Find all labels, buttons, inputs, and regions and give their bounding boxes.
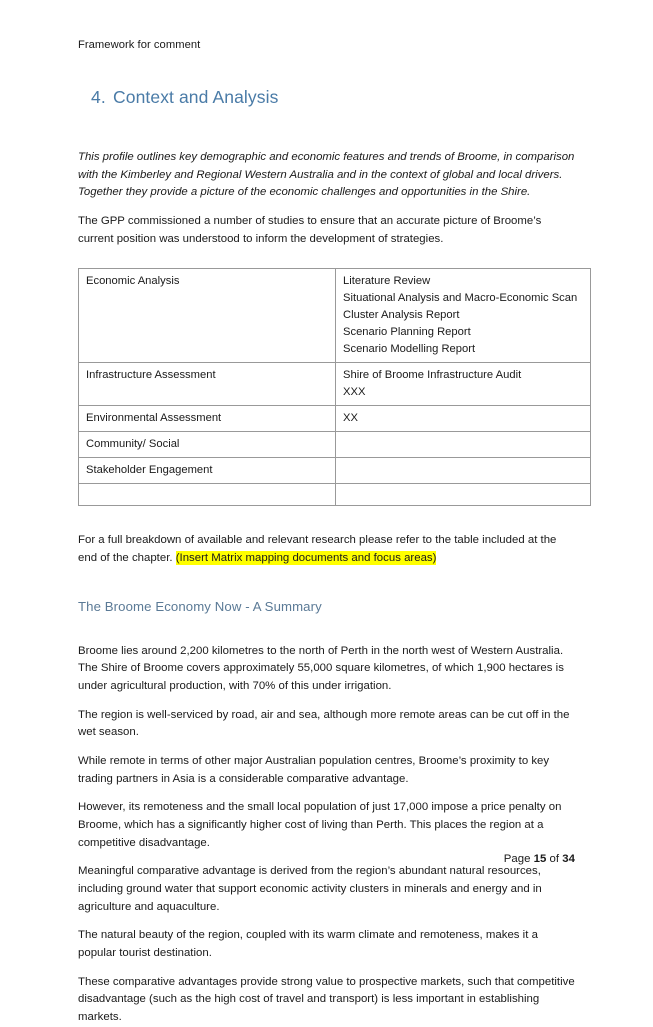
highlighted-note: (Insert Matrix mapping documents and focus areas)	[175, 552, 437, 565]
page-title	[78, 53, 575, 109]
spacer	[78, 616, 575, 643]
section-number: 4.	[91, 87, 106, 108]
running-header: Framework for comment	[78, 39, 201, 51]
table-cell-category: Infrastructure Assessment	[79, 363, 336, 406]
table-cell-documents	[336, 432, 591, 458]
summary-paragraph: While remote in terms of other major Australian population centres, Broome’s proximity to key trading partners in Asia is a considerable comparative advantage.	[78, 754, 550, 785]
spacer	[78, 696, 575, 707]
summary-paragraph: The region is well-serviced by road, air and sea, although more remote areas can be cut off in the wet season.	[78, 708, 570, 739]
document-item: XX	[343, 412, 358, 425]
document-item: Situational Analysis and Macro-Economic Scan	[343, 292, 578, 305]
document-item: Cluster Analysis Report	[343, 309, 460, 322]
table-cell-documents	[336, 269, 591, 363]
table-row	[79, 406, 591, 432]
spacer	[78, 506, 575, 532]
table-cell-documents	[336, 406, 591, 432]
research-table	[78, 268, 591, 506]
spacer	[78, 248, 575, 268]
table-cell-documents	[336, 363, 591, 406]
summary-paragraph: However, its remoteness and the small local population of just 17,000 impose a price penalty on Broome, which has a significantly higher cost of living than Perth. This places the region at a competitive disadvantage.	[78, 801, 562, 849]
research-table-body	[79, 269, 591, 506]
table-cell-documents	[336, 458, 591, 484]
spacer	[78, 742, 575, 753]
table-row	[79, 458, 591, 484]
document-item: Scenario Planning Report	[343, 326, 471, 339]
breakdown-text: For a full breakdown of available and relevant research please refer to the table included at the end of the chapter.	[78, 534, 557, 565]
table-row	[79, 269, 591, 363]
footer-prefix: Page	[503, 853, 534, 865]
footer-total-pages: 34	[562, 853, 575, 865]
footer-page-number: 15	[533, 853, 547, 865]
spacer	[78, 788, 575, 799]
footer-middle: of	[546, 853, 563, 865]
spacer	[78, 202, 575, 213]
spacer	[78, 963, 575, 974]
document-item: Literature Review	[343, 275, 431, 288]
document-item: Shire of Broome Infrastructure Audit	[343, 369, 522, 382]
table-cell-category: Community/ Social	[79, 432, 336, 458]
table-row	[79, 484, 591, 506]
summary-heading: The Broome Economy Now - A Summary	[78, 598, 322, 614]
table-cell-category: Economic Analysis	[79, 269, 336, 363]
table-row	[79, 432, 591, 458]
document-item: XXX	[343, 386, 366, 399]
summary-paragraph: Meaningful comparative advantage is derived from the region’s abundant natural resources, including ground water that support economic activity clusters in minerals and energy and in agriculture and aquaculture.	[78, 865, 542, 913]
spacer	[78, 916, 575, 927]
spacer	[78, 109, 575, 149]
breakdown-paragraph	[78, 532, 575, 567]
gpp-paragraph: The GPP commissioned a number of studies to ensure that an accurate picture of Broome’s current position was understood to inform the development of strategies.	[78, 214, 542, 245]
intro-paragraph: This profile outlines key demographic and economic features and trends of Broome, in comparison with the Kimberley and Regional Western Australia and in the context of global and local drivers. Together they provide a picture of the economic challenges and opportunities in the Shire.	[78, 150, 575, 199]
table-cell-category	[79, 484, 336, 506]
summary-paragraph: The natural beauty of the region, coupled with its warm climate and remoteness, makes it a popular tourist destination.	[78, 929, 538, 959]
section-title: Context and Analysis	[113, 87, 279, 108]
summary-paragraph: These comparative advantages provide strong value to prospective markets, such that competitive disadvantage (such as the high cost of travel and transport) is less important in establishing markets.	[78, 975, 575, 1023]
table-cell-category: Environmental Assessment	[79, 406, 336, 432]
table-cell-category: Stakeholder Engagement	[79, 458, 336, 484]
page-footer	[78, 853, 575, 865]
page-content	[78, 0, 578, 1027]
table-cell-documents	[336, 484, 591, 506]
table-row	[79, 363, 591, 406]
spacer	[78, 568, 575, 598]
document-item: Scenario Modelling Report	[343, 343, 476, 356]
summary-paragraph: Broome lies around 2,200 kilometres to the north of Perth in the north west of Western Australia. The Shire of Broome covers approximately 55,000 square kilometres, of which 1,900 hectares is under agricultural production, with 70% of this under irrigation.	[78, 644, 564, 692]
